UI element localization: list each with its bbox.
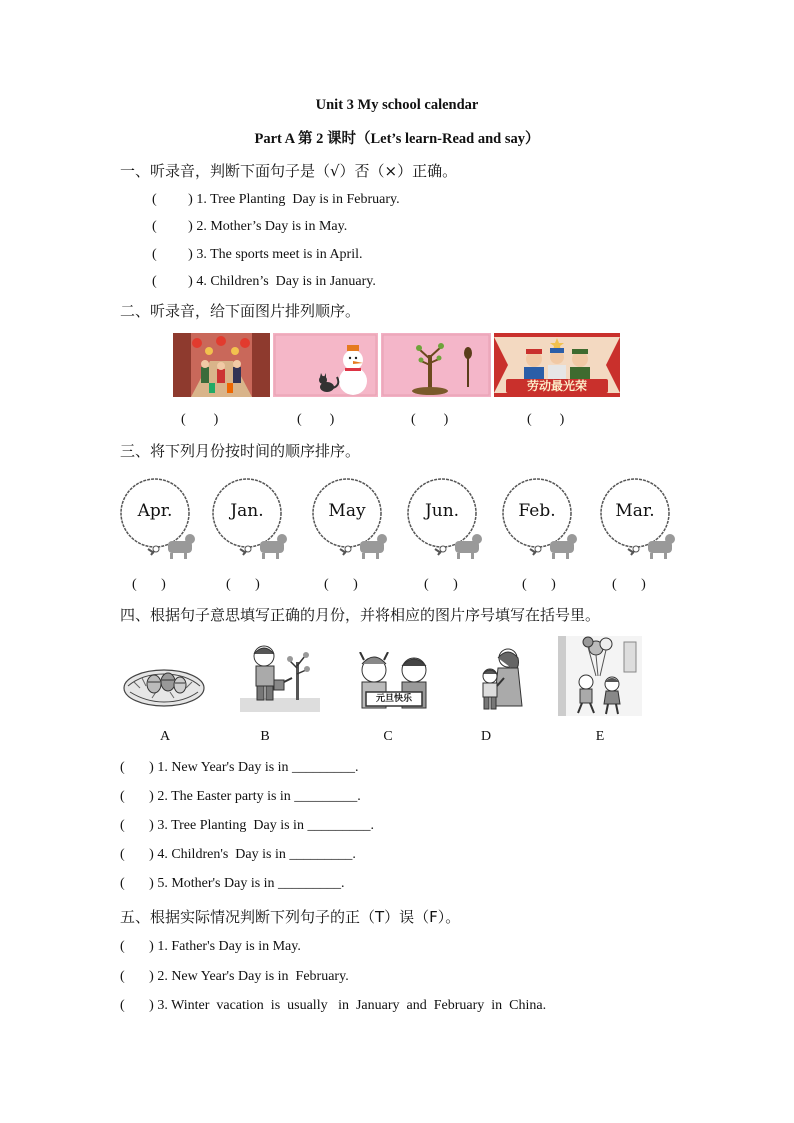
section-1-heading: 一、听录音，判断下面句子是（√）否（×）正确。 [120,162,458,180]
picture-letter: C [383,729,393,744]
page-title: Unit 3 My school calendar [315,97,479,113]
poster-text: 劳动最光荣 [526,379,587,393]
month-bubble [310,475,392,565]
picture-letter: B [260,729,270,744]
festival-street-picture [173,333,270,397]
section-1-item: ( ) 2. Mother’s Day is in May. [152,219,348,234]
section-4-heading: 四、根据句子意思填写正确的月份，并将相应的图片序号填写在括号里。 [120,606,601,624]
order-blank[interactable]: ( ) [527,412,565,427]
mother-child-picture [470,646,532,716]
order-blank[interactable]: ( ) [522,577,556,592]
month-label: Jun. [424,501,460,521]
month-bubble [210,475,292,565]
section-4-item: ( ) 2. The Easter party is in _________. [120,789,361,804]
order-blank[interactable]: ( ) [411,412,449,427]
month-label: May [328,501,366,521]
picture-letter: D [480,729,492,744]
section-1-item: ( ) 1. Tree Planting Day is in February. [152,192,400,207]
month-label: Apr. [137,501,173,521]
section-4-item: ( ) 1. New Year's Day is in _________. [120,760,359,775]
page-subtitle: Part A 第 2 课时（Let’s learn-Read and say） [254,131,540,147]
section-5-item: ( ) 1. Father's Day is in May. [120,939,301,954]
section-4-item: ( ) 4. Children's Day is in _________. [120,847,356,862]
labor-day-poster-picture [494,333,620,397]
order-blank[interactable]: ( ) [226,577,260,592]
picture-letter: E [595,729,605,744]
section-4-item: ( ) 3. Tree Planting Day is in _________. [120,818,374,833]
tree-planting-picture [381,333,491,397]
new-year-sign-text: 元旦快乐 [375,694,412,704]
section-4-item: ( ) 5. Mother's Day is in _________. [120,876,345,891]
childrens-day-picture [558,636,642,716]
section-5-item: ( ) 2. New Year's Day is in February. [120,969,349,984]
month-label: Feb. [518,501,556,521]
month-bubble [598,475,680,565]
order-blank[interactable]: ( ) [181,412,219,427]
order-blank[interactable]: ( ) [297,412,335,427]
month-label: Jan. [230,501,264,521]
order-blank[interactable]: ( ) [612,577,646,592]
order-blank[interactable]: ( ) [132,577,166,592]
tree-planting-boy-picture [240,642,320,714]
new-year-kids-picture [352,652,436,716]
snowman-picture [273,333,378,397]
section-1-item: ( ) 4. Children’s Day is in January. [152,274,376,289]
month-label: Mar. [615,501,655,521]
section-5-heading: 五、根据实际情况判断下列句子的正（T）误（F）。 [120,908,461,926]
section-3-heading: 三、将下列月份按时间的顺序排序。 [120,442,361,460]
order-blank[interactable]: ( ) [424,577,458,592]
section-5-item: ( ) 3. Winter vacation is usually in January and February in China. [120,998,547,1013]
month-bubble [118,475,200,565]
section-1-item: ( ) 3. The sports meet is in April. [152,247,363,262]
month-bubble [500,475,582,565]
section-2-heading: 二、听录音，给下面图片排列顺序。 [120,302,361,320]
month-bubble [405,475,487,565]
picture-letter: A [159,729,171,744]
easter-eggs-nest-picture [122,652,206,714]
order-blank[interactable]: ( ) [324,577,358,592]
